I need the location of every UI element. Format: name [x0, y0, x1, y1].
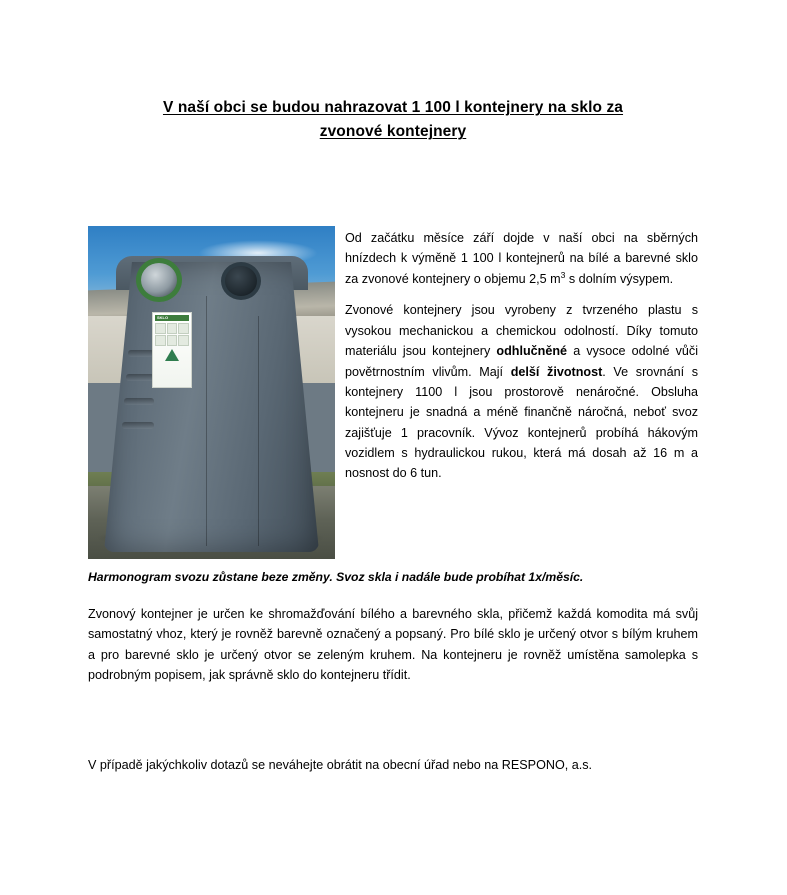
sticker-cell — [167, 323, 178, 334]
sorting-sticker — [152, 312, 192, 388]
sticker-header: SKLO — [155, 315, 189, 321]
sticker-cell — [155, 335, 166, 346]
container-rib — [122, 422, 154, 429]
page-title — [88, 96, 698, 144]
paragraph-1-text-a: Od začátku měsíce září dojde v naší obci na sběrných hnízdech k výměně 1 100 l kontejnerů na bílé a barevné sklo za zvonové kontejnery o objemu 2,5 m — [345, 231, 698, 286]
container-rib — [126, 374, 154, 381]
body-text-block — [88, 568, 698, 696]
container-rib — [128, 350, 154, 357]
sticker-icon-grid — [155, 323, 189, 346]
recycling-triangle-icon — [165, 349, 179, 361]
container-seam — [258, 316, 259, 546]
sticker-cell — [178, 323, 189, 334]
colored-glass-opening — [221, 262, 261, 300]
paragraph-2-bold-2: delší životnost — [510, 364, 603, 379]
contact-note: V případě jakýchkoliv dotazů se neváhejte obrátit na obecní úřad nebo na RESPONO, a.s. — [88, 758, 593, 772]
sticker-cell — [155, 323, 166, 334]
paragraph-2-text-b: a vysoce odolné vůči povětrnostním vlivům. Mají — [345, 344, 698, 379]
paragraph-2 — [345, 300, 698, 484]
page-title-line-2: zvonové kontejnery — [319, 123, 467, 141]
container-seam — [206, 296, 207, 546]
schedule-note: Harmonogram svozu zůstane beze změny. Svoz skla i nadále bude probíhat 1x/měsíc. — [88, 570, 584, 584]
paragraph-2-bold-1: odhlučněné — [496, 344, 568, 359]
paragraph-3: Zvonový kontejner je určen ke shromažďování bílého a barevného skla, přičemž každá komodita má svůj samostatný vhoz, který je rovněž barevně označený a popsaný. Pro bílé sklo je určený otvor s bílým kruhem a pro barevné sklo je určený otvor se zeleným kruhem. Na kontejneru je rovněž umístěna samolepka s podrobným popisem, jak správně sklo do kontejneru třídit. — [88, 606, 698, 682]
paragraph-1-superscript: 3 — [560, 269, 566, 280]
container-body — [104, 262, 319, 552]
paragraph-1 — [345, 228, 698, 289]
paragraph-2-text-a: Zvonové kontejnery jsou vyrobeny z tvrzeného plastu s vysokou mechanickou a chemickou odolností. Díky tomuto materiálu jsou kontejnery — [345, 303, 698, 359]
page-title-line-1: V naší obci se budou nahrazovat 1 100 l kontejnery na sklo za — [162, 99, 624, 117]
sticker-cell — [167, 335, 178, 346]
sticker-cell — [178, 335, 189, 346]
paragraph-2-text-c: . Ve srovnání s kontejnery 1100 l jsou prostorově nenáročné. Obsluha kontejneru je snadná a méně finančně náročná, neboť svoz zajišťuje 1 pracovník. Vývoz kontejnerů probíhá hákovým vozidlem s hydraulickou rukou, která má dosah až 16 m a nosnost do 6 tun. — [345, 364, 699, 481]
container-photo — [88, 226, 335, 559]
white-glass-opening — [136, 258, 182, 302]
intro-text-column — [345, 228, 698, 495]
container-rib — [124, 398, 154, 405]
paragraph-1-text-b: s dolním výsypem. — [565, 271, 674, 286]
